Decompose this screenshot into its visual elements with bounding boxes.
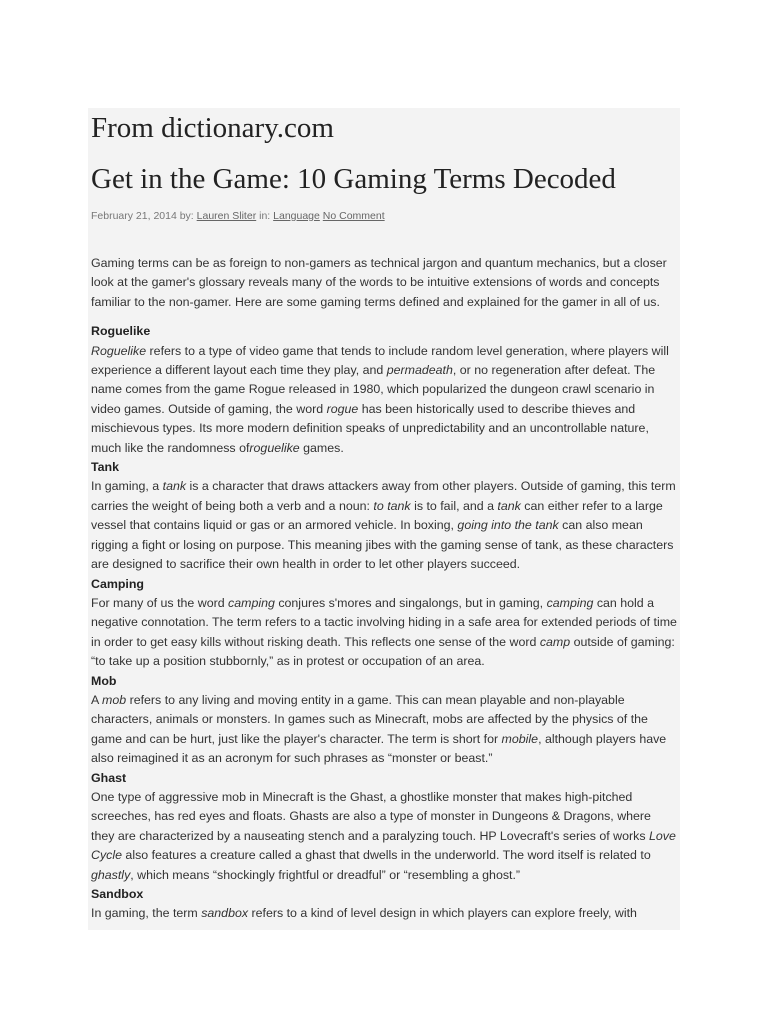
term-italic: permadeath — [386, 363, 453, 378]
meta-in-label: in: — [256, 210, 274, 222]
term-text: For many of us the word — [91, 595, 229, 610]
term-italic: camping — [228, 595, 275, 610]
category-link[interactable]: Language — [273, 210, 320, 222]
term-definition-roguelike — [91, 342, 677, 458]
term-italic: Love Cycle — [91, 828, 676, 863]
term-italic: mobile — [501, 731, 539, 746]
term-heading-roguelike: Roguelike — [91, 324, 151, 339]
term-text: is a character that draws attackers away from other players. Outside of gaming, this term carries the weight of being both a verb and a noun: — [91, 479, 676, 513]
term-heading-ghast: Ghast — [91, 770, 127, 785]
term-definition-tank — [91, 477, 677, 574]
comments-link[interactable]: No Comment — [322, 210, 385, 222]
term-heading-tank: Tank — [91, 460, 119, 475]
term-text: , which means “shockingly frightful or dreadful” or “resembling a ghost.” — [130, 867, 521, 882]
term-text: is to fail, and a — [410, 498, 498, 513]
term-italic: sandbox — [201, 906, 249, 921]
term-italic: camping — [546, 595, 594, 610]
term-text: , although players have also reimagined it as an acronym for such phrases as “monster or beast.” — [91, 731, 667, 766]
term-text: outside of gaming: “to take up a position stubbornly,” as in protest or occupation of an area. — [91, 634, 675, 669]
term-text: In gaming, the term — [91, 906, 202, 921]
term-italic: tank — [497, 498, 521, 513]
term-heading-sandbox: Sandbox — [91, 887, 144, 901]
term-italic: roguelike — [249, 440, 300, 455]
term-text: can either refer to a large vessel that contains liquid or gas or an armored vehicle. In boxing, — [91, 498, 663, 533]
article-meta — [91, 209, 677, 223]
term-text: In gaming, a — [91, 479, 163, 494]
term-italic: camp — [539, 634, 571, 649]
term-italic: to tank — [373, 498, 411, 513]
term-text: refers to a type of video game that tends to include random level generation, where players will experience a different layout each time they play, and — [91, 343, 669, 378]
term-italic: ghastly — [91, 867, 131, 882]
intro-paragraph: Gaming terms can be as foreign to non-gamers as technical jargon and quantum mechanics, but a closer look at the gamer's glossary reveals many of the words to be intuitive extensions of words and concepts familiar to the non-gamer. Here are some gaming terms defined and explained for the gamer in all of us. — [91, 256, 667, 309]
term-italic: Roguelike — [91, 343, 147, 358]
term-text: refers to a kind of level design in which players can explore freely, with — [248, 906, 637, 921]
term-text: can also mean rigging a fight or losing on purpose. This meaning jibes with the gaming sense of tank, as these characters are designed to sacrifice their own health in order to let other players succeed. — [91, 518, 674, 572]
term-text: can hold a negative connotation. The term refers to a tactic involving hiding in a safe area for extended periods of time in order to get easy kills without risking death. This reflects one sense of the word — [91, 595, 677, 649]
term-definition-camping — [91, 594, 677, 672]
term-italic: rogue — [326, 401, 359, 416]
term-definition-mob — [91, 691, 677, 769]
term-definition-ghast — [91, 788, 677, 885]
term-italic: tank — [162, 479, 187, 494]
term-text: also features a creature called a ghast that dwells in the underworld. The word itself is related to — [121, 848, 651, 863]
term-text: A — [91, 692, 103, 707]
term-text: One type of aggressive mob in Minecraft is the Ghast, a ghostlike monster that makes high-pitched screeches, has red eyes and floats. Ghasts are also a type of monster in Dungeons & Dragons, where they are characterized by a nauseating stench and a paralyzing touch. HP Lovecraft's series of works — [91, 789, 651, 843]
term-text: has been historically used to describe thieves and mischievous types. Its more modern definition speaks of unpredictability and an uncontrollable nature, much like the randomness of — [91, 401, 649, 455]
term-heading-mob: Mob — [91, 673, 117, 688]
site-title: From dictionary.com — [91, 112, 334, 144]
term-text: conjures s'mores and singalongs, but in gaming, — [274, 595, 547, 610]
term-definition-sandbox — [91, 904, 677, 923]
term-text: , or no regeneration after defeat. The name comes from the game Rogue released in 1980, which popularized the dungeon crawl scenario in video games. Outside of gaming, the word — [91, 363, 656, 416]
article-title: Get in the Game: 10 Gaming Terms Decoded — [91, 163, 616, 195]
term-text: refers to any living and moving entity in a game. This can mean playable and non-playable characters, animals or monsters. In games such as Minecraft, mobs are affected by the physics of the game and can be hurt, just like the player's character. The term is short for — [91, 692, 648, 746]
term-text: games. — [299, 440, 344, 455]
meta-date: February 21, 2014 by: — [91, 210, 197, 222]
term-heading-camping: Camping — [91, 576, 145, 591]
article-panel — [88, 108, 680, 930]
article-body — [88, 111, 677, 924]
author-link[interactable]: Lauren Sliter — [196, 210, 257, 222]
term-italic: going into the tank — [457, 518, 559, 533]
term-italic: mob — [102, 692, 127, 707]
